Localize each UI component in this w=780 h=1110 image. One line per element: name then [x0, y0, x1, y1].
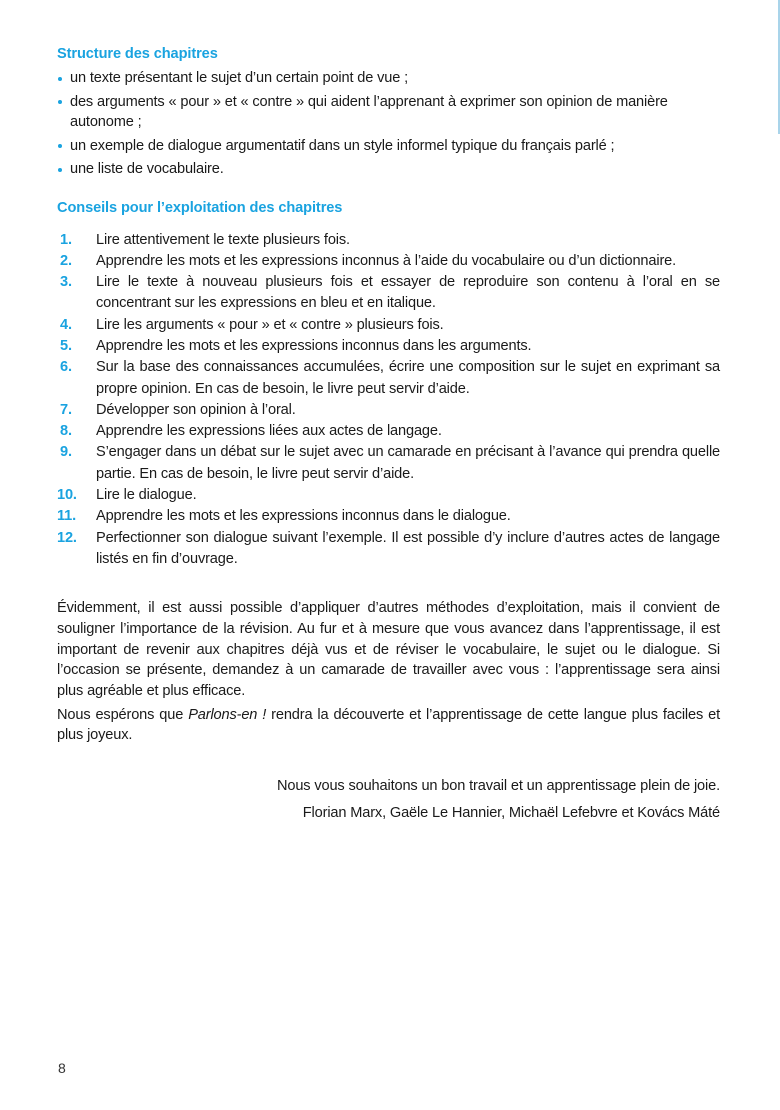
advice-item: [57, 485, 720, 506]
advice-item: [57, 528, 720, 571]
advice-text: Apprendre les mots et les expressions inconnus dans le dialogue.: [96, 508, 511, 525]
authors-signature: Florian Marx, Gaële Le Hannier, Michaël Lefebvre et Kovács Máté: [302, 804, 720, 821]
advice-number: 11.: [57, 508, 77, 525]
advice-item: [57, 230, 720, 251]
bullet-icon: [58, 77, 62, 81]
page-number: 8: [58, 1060, 66, 1076]
advice-number: 10.: [57, 487, 77, 504]
structure-item-text: un exemple de dialogue argumentatif dans un style informel typique du français parlé ;: [70, 137, 615, 154]
advice-text: Apprendre les mots et les expressions inconnus à l’aide du vocabulaire ou d’un dictionnaire.: [96, 252, 677, 269]
advice-text: Apprendre les mots et les expressions inconnus dans les arguments.: [96, 337, 532, 354]
advice-item: [57, 315, 720, 336]
advice-list: [57, 230, 720, 571]
advice-number: 8.: [60, 423, 72, 440]
advice-item: [57, 251, 720, 272]
advice-text: Perfectionner son dialogue suivant l’exemple. Il est possible d’y inclure d’autres actes de langage listés en fin d’ouvrage.: [96, 529, 720, 567]
structure-heading: Structure des chapitres: [57, 46, 218, 62]
advice-text: Lire le dialogue.: [96, 487, 197, 504]
structure-item-text: un texte présentant le sujet d’un certain point de vue ;: [70, 70, 409, 86]
advice-item: [57, 336, 720, 357]
advice-number: 2.: [60, 252, 72, 269]
advice-number: 4.: [60, 316, 72, 333]
advice-text: Développer son opinion à l’oral.: [96, 401, 296, 418]
bullet-icon: [58, 168, 62, 172]
bullet-icon: [58, 144, 62, 148]
structure-item: [57, 92, 720, 133]
advice-text: Lire le texte à nouveau plusieurs fois et essayer de reproduire son contenu à l’oral en se concentrant sur les expressions en bleu et en italique.: [96, 274, 720, 312]
structure-list: [57, 68, 720, 180]
advice-number: 3.: [60, 274, 72, 291]
advice-number: 5.: [60, 337, 72, 354]
advice-heading: Conseils pour l’exploitation des chapitres: [57, 199, 343, 216]
body-paragraph-hope: [57, 705, 720, 746]
advice-number: 1.: [60, 231, 72, 248]
closing-block: [57, 776, 720, 823]
structure-item-text: des arguments « pour » et « contre » qui aident l’apprenant à exprimer son opinion de manière autonome ;: [70, 93, 668, 130]
advice-item: [57, 272, 720, 315]
advice-number: 7.: [60, 401, 72, 418]
closing-wish: Nous vous souhaitons un bon travail et un apprentissage plein de joie.: [276, 778, 720, 795]
advice-text: S’engager dans un débat sur le sujet avec un camarade en précisant à l’avance qui prendra quelle partie. En cas de besoin, le livre peut servir d’aide.: [96, 444, 720, 482]
structure-item: [57, 136, 720, 157]
structure-item: [57, 159, 720, 180]
advice-item: [57, 421, 720, 442]
hope-text-before: Nous espérons que: [57, 706, 189, 723]
advice-number: 6.: [60, 359, 72, 376]
advice-item: [57, 506, 720, 527]
advice-text: Lire attentivement le texte plusieurs fois.: [96, 231, 350, 248]
advice-item: [57, 357, 720, 400]
advice-item: [57, 442, 720, 485]
structure-item: [57, 68, 720, 89]
advice-text: Sur la base des connaissances accumulées, écrire une composition sur le sujet en exprimant sa propre opinion. En cas de besoin, le livre peut servir d’aide.: [96, 359, 720, 397]
advice-number: 9.: [60, 444, 72, 461]
bullet-icon: [58, 100, 62, 104]
advice-item: [57, 400, 720, 421]
advice-number: 12.: [57, 529, 77, 546]
advice-text: Lire les arguments « pour » et « contre » plusieurs fois.: [96, 316, 444, 333]
hope-text-after: rendra la découverte et l’apprentissage de cette langue plus faciles et plus joyeux.: [57, 706, 721, 744]
book-title: Parlons-en !: [188, 706, 267, 723]
advice-text: Apprendre les expressions liées aux actes de langage.: [96, 423, 442, 440]
body-paragraph-revision: Évidemment, il est aussi possible d’appliquer d’autres méthodes d’exploitation, mais il convient de souligner l’importance de la révision. Au fur et à mesure que vous avancez dans l’apprentissage, il est important de revenir aux chapitres déjà vus et de réviser le vocabulaire, le sujet ou le dialogue. Si l’occasion se présente, demandez à un camarade de travailler avec vous : l’apprentissage sera ainsi plus agréable et plus efficace.: [57, 600, 720, 700]
structure-item-text: une liste de vocabulaire.: [70, 161, 224, 177]
page-content: [57, 44, 720, 829]
